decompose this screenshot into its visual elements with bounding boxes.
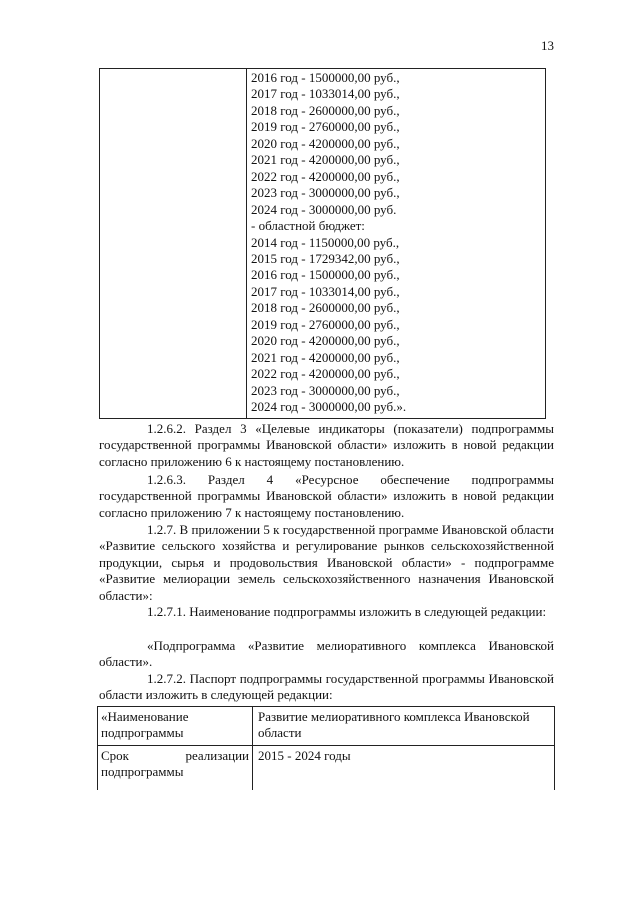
passport-value-term: 2015 - 2024 годы (253, 746, 555, 791)
funding-line: 2023 год - 3000000,00 руб., (251, 382, 400, 398)
funding-line: 2024 год - 3000000,00 руб. (251, 201, 397, 217)
page-number: 13 (541, 38, 554, 53)
paragraph-1-2-6-3: 1.2.6.3. Раздел 4 «Ресурсное обеспечение подпрограммы государственной программы Ивановской области» изложить в новой редакции согласно приложению 7 к настоящему постановлению. (99, 472, 554, 520)
funding-table-values-cell (247, 69, 546, 419)
funding-line: 2017 год - 1033014,00 руб., (251, 86, 400, 102)
passport-label-term (98, 746, 253, 791)
funding-table-empty-cell (100, 69, 247, 419)
funding-line: 2016 год - 1500000,00 руб., (251, 70, 400, 85)
funding-section-label: - областной бюджет: (251, 218, 365, 234)
paragraph-1-2-7-1: 1.2.7.1. Наименование подпрограммы изложить в следующей редакции: (147, 604, 547, 619)
passport-value-name: Развитие мелиоративного комплекса Ивановской области (253, 707, 555, 746)
passport-table (97, 706, 555, 790)
term-label-word: реализации (185, 748, 249, 763)
funding-line: 2022 год - 4200000,00 руб., (251, 168, 400, 184)
term-label-word: Срок (101, 748, 129, 763)
funding-line: 2019 год - 2760000,00 руб., (251, 316, 400, 332)
funding-line: 2020 год - 4200000,00 руб., (251, 333, 400, 349)
funding-line: 2018 год - 2600000,00 руб., (251, 300, 400, 316)
passport-label-name: «Наименование подпрограммы (98, 707, 253, 746)
paragraph-1-2-6-2: 1.2.6.2. Раздел 3 «Целевые индикаторы (показатели) подпрограммы государственной программы Ивановской области» изложить в новой редакции согласно приложению 6 к настоящему постановлению. (99, 421, 554, 469)
funding-line: 2019 год - 2760000,00 руб., (251, 119, 400, 135)
paragraph-1-2-7: 1.2.7. В приложении 5 к государственной программе Ивановской области «Развитие сельского хозяйства и регулирование рынков сельскохозяйственной продукции, сырья и продовольствия Ивановской области» - подпрограмме «Развитие мелиорации земель сельскохозяйственного назначения Ивановской области»: (99, 522, 554, 603)
funding-line: 2023 год - 3000000,00 руб., (251, 185, 400, 201)
funding-line: 2022 год - 4200000,00 руб., (251, 366, 400, 382)
paragraph-1-2-7-2: 1.2.7.2. Паспорт подпрограммы государственной программы Ивановской области изложить в следующей редакции: (99, 671, 554, 703)
funding-line: 2014 год - 1150000,00 руб., (251, 234, 400, 250)
funding-line: 2015 год - 1729342,00 руб., (251, 250, 400, 266)
term-label-line2: подпрограммы (101, 764, 184, 779)
funding-line: 2024 год - 3000000,00 руб.». (251, 399, 407, 415)
funding-line: 2021 год - 4200000,00 руб., (251, 349, 400, 365)
funding-line: 2018 год - 2600000,00 руб., (251, 102, 400, 118)
funding-line: 2016 год - 1500000,00 руб., (251, 267, 400, 283)
funding-line: 2020 год - 4200000,00 руб., (251, 135, 400, 151)
funding-line: 2021 год - 4200000,00 руб., (251, 152, 400, 168)
funding-line: 2017 год - 1033014,00 руб., (251, 283, 400, 299)
funding-table (99, 68, 546, 419)
paragraph-subprogram-name: «Подпрограмма «Развитие мелиоративного комплекса Ивановской области». (99, 638, 554, 670)
